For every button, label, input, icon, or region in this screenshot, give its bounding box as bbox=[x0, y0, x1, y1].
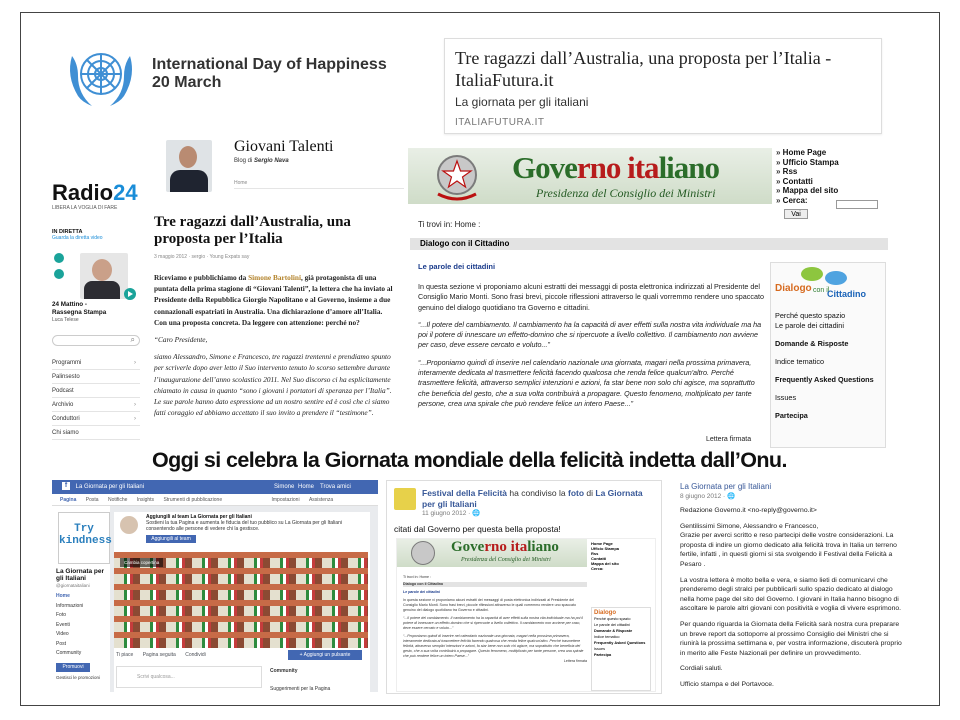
post-title[interactable]: Tre ragazzi dall’Australia, una proposta per l’Italia bbox=[154, 214, 351, 247]
menu-item-programmi[interactable]: Programmi › bbox=[52, 356, 140, 370]
side-link-partecipa[interactable]: Partecipa bbox=[775, 411, 808, 420]
radio24-tagline: LIBERA LA VOGLIA DI FARE bbox=[52, 205, 118, 211]
card-domain: ITALIAFUTURA.IT bbox=[455, 117, 545, 128]
tab-notifiche[interactable]: Notifiche bbox=[107, 497, 128, 503]
un-emblem-icon bbox=[64, 44, 138, 108]
side-link-perche[interactable]: Perché questo spazio bbox=[775, 311, 846, 320]
dialogo-sidebar bbox=[770, 262, 886, 448]
topnav-home[interactable]: Home bbox=[298, 484, 315, 490]
share-icon[interactable] bbox=[54, 269, 64, 279]
globe-icon: 🌐 bbox=[726, 493, 736, 500]
photo-link[interactable]: foto bbox=[568, 488, 585, 498]
breadcrumb: Ti trovi in: Home : bbox=[418, 220, 481, 229]
promote-button[interactable]: Promuovi bbox=[56, 663, 90, 672]
section-bar: Dialogo con il Cittadino bbox=[410, 238, 888, 250]
suggestions-heading: Suggerimenti per la Pagina bbox=[270, 686, 331, 692]
menu-item-archivio[interactable]: Archivio › bbox=[52, 398, 140, 412]
facebook-page-tabs bbox=[52, 494, 378, 506]
facebook-page-search[interactable]: La Giornata per gli Italiani bbox=[75, 484, 145, 490]
governo-search-input[interactable] bbox=[836, 200, 878, 209]
mini-governo-banner: Governo italiano Presidenza del Consiglio dei Ministri bbox=[397, 539, 587, 567]
author-link[interactable]: Simone Bartolini bbox=[248, 273, 301, 282]
menu-contatti[interactable]: » Contatti bbox=[776, 177, 898, 187]
governo-wordmark: Governo italiano bbox=[512, 150, 720, 185]
section-heading: Le parole dei cittadini bbox=[418, 262, 496, 271]
tab-strumenti[interactable]: Strumenti di pubblicazione bbox=[163, 497, 223, 503]
tab-pagina[interactable]: Pagina bbox=[60, 497, 77, 503]
shared-screenshot[interactable] bbox=[396, 538, 656, 692]
radio24-sidebar bbox=[52, 180, 140, 448]
community-heading: Community bbox=[270, 668, 298, 674]
tab-assistenza[interactable]: Assistenza bbox=[308, 497, 334, 503]
page-actions bbox=[116, 652, 206, 658]
add-team-button[interactable]: Aggiungili al team bbox=[146, 535, 196, 543]
facebook-topbar bbox=[52, 480, 378, 494]
show-title[interactable]: 24 Mattino - Rassegna Stampa bbox=[52, 301, 107, 316]
nav-eventi[interactable]: Eventi bbox=[56, 621, 70, 628]
composer-input[interactable]: Scrivi qualcosa... bbox=[116, 666, 262, 688]
page-handle: @giornataitaliani bbox=[56, 583, 90, 588]
search-icon: ⌕ bbox=[130, 335, 135, 344]
admin-avatar bbox=[120, 516, 138, 534]
menu-ufficio-stampa[interactable]: » Ufficio Stampa bbox=[776, 158, 898, 168]
un-title-line2: 20 March bbox=[152, 74, 222, 91]
mini-top-menu: Home Page Ufficio Stampa Rss Contatti Mappa del sito Cerca: bbox=[591, 541, 620, 571]
headline: Oggi si celebra la Giornata mondiale della felicità indetta dall’Onu. bbox=[152, 448, 787, 472]
search-label: » Cerca: bbox=[776, 196, 898, 206]
radio24-logo: Radio24 bbox=[52, 180, 138, 205]
nav-informazioni[interactable]: Informazioni bbox=[56, 602, 84, 609]
follow-button[interactable]: Pagina seguita bbox=[142, 652, 176, 658]
tab-insights[interactable]: Insights bbox=[136, 497, 155, 503]
festival-avatar[interactable] bbox=[394, 488, 416, 510]
link-preview-card[interactable] bbox=[444, 38, 882, 134]
like-button[interactable]: Ti piace bbox=[116, 652, 134, 658]
host-photo bbox=[80, 253, 128, 299]
poster-link[interactable]: Festival della Felicità bbox=[422, 488, 508, 498]
governo-subtitle: Presidenza del Consiglio dei Ministri bbox=[536, 186, 716, 200]
search-input[interactable] bbox=[52, 335, 140, 346]
mini-emblem-icon bbox=[411, 541, 435, 565]
menu-item-podcast[interactable]: Podcast bbox=[52, 384, 140, 398]
nav-post[interactable]: Post bbox=[56, 640, 67, 647]
share-button[interactable]: Condividi bbox=[185, 652, 206, 658]
menu-home-page[interactable]: » Home Page bbox=[776, 148, 898, 158]
post-date: 11 giugno 2012 · 🌐 bbox=[422, 510, 481, 517]
menu-item-conduttori[interactable]: Conduttori › bbox=[52, 412, 140, 426]
side-link-indice[interactable]: Indice tematico bbox=[775, 357, 825, 366]
mail-date: 8 giugno 2012 · 🌐 bbox=[680, 493, 736, 500]
menu-mappa-sito[interactable]: » Mappa del sito bbox=[776, 186, 898, 196]
globe-icon: 🌐 bbox=[472, 510, 481, 517]
un-title bbox=[152, 56, 387, 92]
divider bbox=[234, 188, 404, 189]
page-link[interactable]: La Giornata per gli Italiani bbox=[422, 488, 643, 509]
governo-article: In questa sezione vi proponiamo alcuni estratti dei messaggi di posta elettronica indirizzati al Presidente del Consiglio Mario Monti. Sono frasi brevi, piccole riflessioni attraverso le quali vorremmo rendere uno spaccato genuino del dialogo quotidiano tra Governo e cittadini. “...Il potere del cambiamento. Il cambiamento ha la capacità di aver effetti sulla nostra vita individuale ma ha poi il potere di innescare un effetto-domino che si ripercuote a livello collettivo. Il cambiamento non avviene per caso, deve essere cercato e voluto...” “...Proponiamo quindi di inserire nel calendario nazionale una giornata, magari nella prossima primavera, interamente dedicata al trasmettere felicità facendo qualcosa che renda felice qualcun'altro. Perché trasmettere felicità, attraverso semplici intenzioni e azioni, fa star bene non solo chi agisce, ma soprattutto che beneficia del gesto, che a sua volta contribuirà a propagare. Questo fenomeno, moltiplicato per tante persone, crea una spirale che può rendere felice un intero Paese...” bbox=[418, 282, 764, 408]
add-cta-button[interactable]: + Aggiungi un pulsante bbox=[288, 650, 362, 660]
blog-nav-home[interactable]: Home bbox=[234, 180, 248, 186]
live-video-link[interactable]: Guarda la diretta video bbox=[52, 235, 103, 241]
speech-bubble-icon bbox=[801, 267, 823, 281]
facebook-logo-icon: f bbox=[62, 482, 70, 490]
play-icon[interactable] bbox=[124, 288, 136, 300]
side-link-faq[interactable]: Frequently Asked Questions bbox=[775, 375, 874, 384]
share-icon[interactable] bbox=[54, 253, 64, 263]
show-host: Luca Telese bbox=[52, 317, 79, 323]
side-link-parole[interactable]: Le parole dei cittadini bbox=[775, 321, 844, 330]
page-name: La Giornata per gli Italiani bbox=[56, 568, 105, 582]
post-body: Riceviamo e pubblichiamo da Simone Bartolini, già protagonista di una puntata della prima stagione di “Giovani Talenti”, la lettera che ha inviato al Presidente della Repubblica Giorgio Napolitano e al Governo, insieme a due connazionali espatriati in Australia. Una dichiarazione d’amore all’Italia. Con una proposta concreta. Da leggere con attenzione: perché no? “Caro Presidente, siamo Alessandro, Simone e Francesco, tre ragazzi trentenni e prendiamo spunto per scriverle dopo aver letto il Suo intervento tenuto lo scorso settembre durante l’inaugurazione dell’anno scolastico 2011. Nel Suo discorso ci ha esplicitamente chiamato in causa in quanto “sono i giovani i portatori di speranza per l’Italia”. Le sue parole hanno dato espressione ad un nostro sentire ed è così che ci siamo fatti coraggio ed abbiamo accettato il suo invito a prendere il “testimone”. bbox=[154, 273, 393, 418]
italian-republic-emblem-icon bbox=[430, 150, 484, 204]
speech-bubble-icon bbox=[825, 271, 847, 285]
side-link-domande[interactable]: Domande & Risposte bbox=[775, 339, 849, 348]
nav-community[interactable]: Community bbox=[56, 650, 82, 656]
mini-article: Ti trovi in: Home : Dialogo con il Cittadino Le parole dei cittadini In questa sezione vi proponiamo alcuni estratti dei messaggi di posta elettronica indirizzati al Presidente del Consiglio Mario Monti. Sono frasi brevi, piccole riflessioni attraverso le quali vorremmo rendere uno spaccato genuino del dialogo quotidiano tra Governo e cittadini. “...Il potere del cambiamento. Il cambiamento ha la capacità di aver effetti sulla nostra vita individuale ma ha poi il potere di innescare un effetto-domino che si ripercuote a livello collettivo. Il cambiamento non avviene per caso, deve essere cercato e voluto...” “...Proponiamo quindi di inserire nel calendario nazionale una giornata, magari nella prossima primavera, interamente dedicata al trasmettere felicità facendo qualcosa che renda felice qualcun'altro. Perché trasmettere felicità, attraverso semplici intenzioni e azioni, fa star bene non solo chi agisce, ma soprattutto che beneficia del gesto, che a sua volta contribuirà a propagare. Questo fenomeno, moltiplicato per tante persone, crea una spirale che può rendere felice un intero Paese...” Lettera firmata bbox=[403, 575, 587, 663]
menu-item-palinsesto[interactable]: Palinsesto bbox=[52, 370, 140, 384]
mail-body: Redazione Governo.it <no-reply@governo.it> Gentilissimi Simone, Alessandro e Francesco, Grazie per averci scritto e reso partecipi delle vostre considerazioni. La proposta di indire un giorno dedicato alla felicità trova in Italia un terreno fertile, infatti , in questi giorni si sta svolgendo il Festival della Felicità a Pesaro . La vostra lettera è molto bella e vera, e siamo lieti di comunicarvi che prenderemo degli stralci per pubblicarli sullo spazio dedicato al dialogo nella home page del sito del Governo. I giovani in Italia hanno bisogno di ascoltare le parole altri giovani con positività e voglia di vivere esprimono. Per quando riguarda la Giornata della Felicità sarà nostra cura preparare un breve report da sottoporre al prossimo Consiglio dei Ministri che si riunirà la prossima settimana e, per vostra informazione, discuterà proprio in merito alle Feste Nazionali per definire un provvedimento. Cordiali saluti. Ufficio stampa e del Portavoce. bbox=[680, 507, 902, 688]
nav-home[interactable]: Home bbox=[56, 593, 70, 599]
change-cover-button[interactable]: Cambia copertina bbox=[120, 558, 163, 567]
topnav-profile[interactable]: Simone bbox=[274, 484, 295, 490]
page-profile-picture[interactable]: Try kindness bbox=[58, 512, 110, 564]
blogger-avatar bbox=[166, 140, 212, 192]
menu-rss[interactable]: » Rss bbox=[776, 167, 898, 177]
dialogo-logo: Dialogo con il Cittadino bbox=[771, 263, 885, 305]
mini-sidebar: Dialogo Perché questo spazio Le parole dei cittadini Domande & Risposte Indice tematico Frequently Asked Questions Issues Partecipa bbox=[591, 607, 651, 691]
manage-promotions-link[interactable]: Gestisci le promozioni bbox=[56, 674, 101, 680]
team-invite: Aggiungili al team La Giornata per gli Italiani Sostieni la tua Pagina e aumenta le fiducia del tuo pubblico su La Giornata per gli Italiani consentendo alle persone di vedere chi la gestisce. Aggiungili al team bbox=[146, 514, 342, 542]
side-link-issues[interactable]: Issues bbox=[775, 393, 797, 402]
nav-foto[interactable]: Foto bbox=[56, 612, 67, 618]
post-header: Festival della Felicità ha condiviso la foto di La Giornata per gli Italiani bbox=[422, 488, 643, 509]
card-subtitle: La giornata per gli italiani bbox=[455, 95, 589, 109]
search-button[interactable]: Vai bbox=[784, 209, 808, 219]
mail-sender[interactable]: La Giornata per gli Italiani bbox=[680, 482, 772, 491]
tab-impostazioni[interactable]: Impostazioni bbox=[271, 497, 300, 503]
live-label: IN DIRETTA bbox=[52, 229, 83, 235]
cover-photo bbox=[114, 552, 368, 648]
un-title-line1: International Day of Happiness bbox=[152, 56, 387, 73]
signature: Lettera firmata bbox=[706, 436, 752, 443]
post-meta: 3 maggio 2012 · sergio · Young Expats say bbox=[154, 254, 250, 260]
nav-video[interactable]: Video bbox=[56, 631, 69, 637]
post-text: citati dal Governo per questa bella proposta! bbox=[394, 524, 561, 534]
tab-posta[interactable]: Posta bbox=[85, 497, 99, 503]
blog-byline: Blog di Sergio Nava bbox=[234, 158, 289, 164]
menu-item-chi-siamo[interactable]: Chi siamo bbox=[52, 426, 140, 440]
card-title: Tre ragazzi dall’Australia, una proposta per l’Italia - ItaliaFutura.it bbox=[455, 48, 832, 90]
blog-title[interactable]: Giovani Talenti bbox=[234, 138, 334, 155]
topnav-friends[interactable]: Trova amici bbox=[320, 484, 351, 490]
